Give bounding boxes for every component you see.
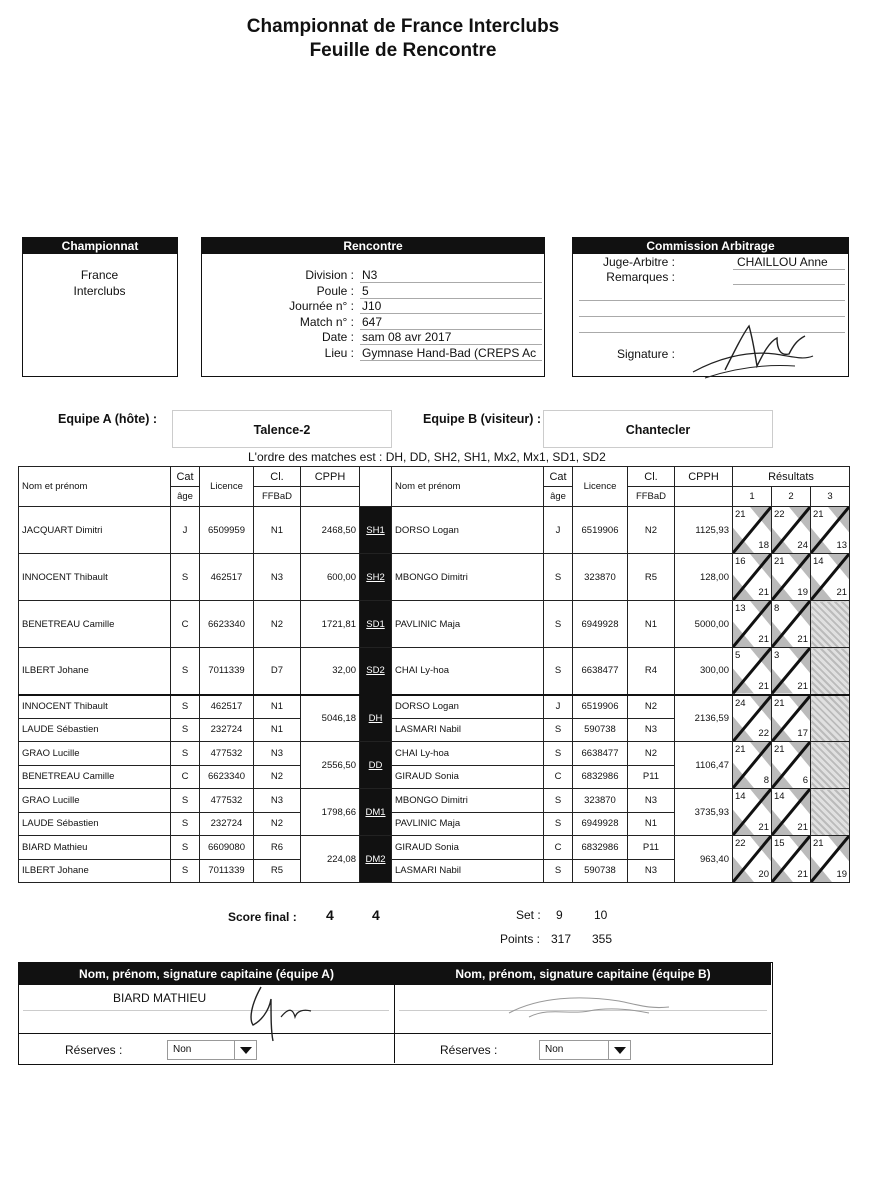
pair-b-cpph: 3735,93 [675, 789, 733, 836]
juge-arbitre-label: Juge-Arbitre : [602, 255, 675, 269]
player-b-name: GIRAUD Sonia [392, 765, 544, 789]
player-a-name: GRAO Lucille [19, 742, 171, 766]
rencontre-value: 5 [362, 283, 369, 298]
player-b-licence: 6832986 [573, 836, 628, 860]
player-b-licence: 323870 [573, 554, 628, 601]
captain-b-signature [499, 987, 699, 1023]
player-a-cat: C [171, 601, 200, 648]
rencontre-value: Gymnase Hand-Bad (CREPS Ac [362, 345, 537, 360]
arbitre-signature [685, 320, 825, 384]
set-score-a: 5 [735, 650, 741, 661]
juge-arbitre-value: CHAILLOU Anne [737, 255, 828, 269]
set-score-cell [733, 507, 772, 554]
set-score-b: 18 [758, 540, 769, 551]
header-cl-a: Cl. [254, 467, 301, 487]
rencontre-value: 647 [362, 314, 383, 329]
match-code: SH1 [360, 507, 392, 554]
set-score-a: 16 [735, 556, 746, 567]
player-b-name: LASMARI Nabil [392, 718, 544, 742]
set-score-a: 15 [774, 838, 785, 849]
player-a-cpph: 2468,50 [301, 507, 360, 554]
player-a-licence: 6509959 [200, 507, 254, 554]
set-b: 10 [594, 908, 608, 922]
player-a-name: BENETREAU Camille [19, 765, 171, 789]
match-code: DM1 [360, 789, 392, 836]
set-score-b: 21 [758, 587, 769, 598]
set-score-b: 21 [758, 680, 769, 692]
set-score-cell [811, 695, 850, 742]
table-row [19, 554, 850, 601]
set-score-a: 21 [735, 509, 746, 520]
table-row [19, 789, 850, 813]
match-table [18, 466, 850, 883]
player-b-name: GIRAUD Sonia [392, 836, 544, 860]
set-score-a: 24 [735, 697, 746, 709]
signature-label: Signature : [616, 347, 675, 361]
table-row [19, 648, 850, 695]
remarques-label: Remarques : [606, 270, 675, 284]
player-a-name: ILBERT Johane [19, 859, 171, 883]
player-a-name: BIARD Mathieu [19, 836, 171, 860]
reserves-a-value: Non [173, 1044, 192, 1055]
player-b-cl: P11 [628, 765, 675, 789]
player-b-licence: 6519906 [573, 695, 628, 719]
header-ffbad-b: FFBaD [628, 487, 675, 507]
team-a-label: Equipe A (hôte) : [58, 412, 158, 426]
set-a: 9 [556, 908, 563, 922]
pair-b-cpph: 1106,47 [675, 742, 733, 789]
set-label: Set : [516, 908, 541, 922]
player-b-cat: J [544, 507, 573, 554]
championnat-line2: Interclubs [73, 284, 126, 298]
header-set-3: 3 [811, 487, 850, 507]
rencontre-value: sam 08 avr 2017 [362, 330, 452, 344]
player-b-cl: N3 [628, 718, 675, 742]
match-code: DD [360, 742, 392, 789]
player-b-name: LASMARI Nabil [392, 859, 544, 883]
set-score-cell [811, 742, 850, 789]
reserves-b-value: Non [545, 1044, 564, 1055]
set-score-b: 22 [758, 728, 769, 739]
header-licence-b: Licence [573, 467, 628, 507]
header-code [360, 467, 392, 507]
header-licence-a: Licence [200, 467, 254, 507]
set-score-cell [772, 601, 811, 648]
header-set-1: 1 [733, 487, 772, 507]
player-a-cl: D7 [254, 648, 301, 695]
player-b-cat: S [544, 789, 573, 813]
player-b-licence: 590738 [573, 859, 628, 883]
player-a-cpph: 600,00 [301, 554, 360, 601]
player-b-licence: 6638477 [573, 648, 628, 695]
set-score-a: 21 [774, 697, 785, 709]
captain-a-signature [241, 981, 331, 1045]
header-set-2: 2 [772, 487, 811, 507]
header-cat-a: Cat [171, 467, 200, 487]
player-a-name: INNOCENT Thibault [19, 554, 171, 601]
points-label: Points : [500, 932, 541, 946]
set-score-b: 21 [797, 680, 808, 692]
set-score-b: 24 [797, 540, 808, 551]
player-b-licence: 6638477 [573, 742, 628, 766]
player-b-licence: 6832986 [573, 765, 628, 789]
player-b-licence: 6519906 [573, 507, 628, 554]
rencontre-label: Match n° : [299, 314, 354, 329]
team-b-name: Chantecler [543, 410, 773, 448]
player-b-cl: R4 [628, 648, 675, 695]
set-score-b: 17 [797, 728, 808, 739]
score-final-a: 4 [326, 907, 334, 923]
set-score-a: 21 [774, 744, 785, 755]
set-score-cell [811, 554, 850, 601]
set-score-b: 19 [797, 587, 808, 598]
set-score-cell [811, 601, 850, 648]
chevron-down-icon [234, 1041, 256, 1059]
header-resultats: Résultats [733, 467, 850, 487]
set-score-cell [733, 554, 772, 601]
player-a-cl: N3 [254, 789, 301, 813]
player-b-name: MBONGO Dimitri [392, 554, 544, 601]
header-ffbad-a: FFBaD [254, 487, 301, 507]
player-b-cat: S [544, 812, 573, 836]
player-a-cl: N3 [254, 554, 301, 601]
player-b-cat: S [544, 742, 573, 766]
player-b-cl: R5 [628, 554, 675, 601]
player-a-cat: S [171, 718, 200, 742]
player-b-licence: 323870 [573, 789, 628, 813]
pair-a-cpph: 224,08 [301, 836, 360, 883]
player-b-cl: N3 [628, 859, 675, 883]
player-b-cat: S [544, 859, 573, 883]
table-row [19, 695, 850, 719]
set-score-cell [772, 554, 811, 601]
player-a-licence: 232724 [200, 718, 254, 742]
set-score-a: 14 [774, 791, 785, 802]
championnat-box [22, 237, 178, 377]
header-cat-b: Cat [544, 467, 573, 487]
set-score-a: 14 [813, 556, 824, 567]
score-final-label: Score final : [228, 910, 297, 924]
set-score-cell [733, 601, 772, 648]
set-score-cell [772, 695, 811, 742]
reserves-b-label: Réserves : [440, 1043, 498, 1057]
match-code: SD2 [360, 648, 392, 695]
player-b-cl: P11 [628, 836, 675, 860]
commission-title: Commission Arbitrage [573, 238, 848, 254]
player-b-name: MBONGO Dimitri [392, 789, 544, 813]
match-order: L'ordre des matches est : DH, DD, SH2, SH1, Mx2, Mx1, SD1, SD2 [248, 450, 606, 464]
player-b-cpph: 1125,93 [675, 507, 733, 554]
captain-a-title: Nom, prénom, signature capitaine (équipe A) [19, 963, 394, 985]
set-score-b: 8 [763, 775, 769, 786]
player-b-cat: J [544, 695, 573, 719]
team-a-name: Talence-2 [172, 410, 392, 448]
set-score-a: 8 [774, 603, 780, 614]
set-score-a: 14 [735, 791, 746, 802]
player-b-cl: N3 [628, 789, 675, 813]
set-score-cell [733, 742, 772, 789]
player-b-cl: N1 [628, 601, 675, 648]
player-b-cat: C [544, 765, 573, 789]
player-b-name: CHAI Ly-hoa [392, 742, 544, 766]
header-cpph-a-blank [301, 487, 360, 507]
commission-box [572, 237, 849, 377]
player-a-cl: N3 [254, 742, 301, 766]
set-score-b: 21 [797, 822, 808, 833]
header-cpph-b-blank [675, 487, 733, 507]
player-a-cat: S [171, 648, 200, 695]
rencontre-title: Rencontre [202, 238, 544, 254]
pair-a-cpph: 1798,66 [301, 789, 360, 836]
player-a-licence: 232724 [200, 812, 254, 836]
player-a-name: GRAO Lucille [19, 789, 171, 813]
championnat-title: Championnat [23, 238, 177, 254]
points-b: 355 [592, 932, 613, 946]
player-a-licence: 6623340 [200, 765, 254, 789]
set-score-cell [733, 836, 772, 883]
set-score-b: 21 [758, 822, 769, 833]
player-a-licence: 7011339 [200, 859, 254, 883]
player-b-name: DORSO Logan [392, 507, 544, 554]
player-a-name: BENETREAU Camille [19, 601, 171, 648]
set-score-a: 22 [735, 838, 746, 849]
set-score-cell [772, 742, 811, 789]
player-b-cpph: 5000,00 [675, 601, 733, 648]
reserves-b-select[interactable] [539, 1040, 631, 1060]
player-b-cl: N2 [628, 507, 675, 554]
set-score-a: 21 [813, 838, 824, 849]
rencontre-label: Poule : [316, 283, 354, 298]
table-row [19, 742, 850, 766]
rencontre-box [201, 237, 545, 377]
player-a-cpph: 1721,81 [301, 601, 360, 648]
player-b-licence: 6949928 [573, 812, 628, 836]
table-row [19, 507, 850, 554]
captain-a-name: BIARD MATHIEU [113, 991, 207, 1005]
captain-b-title: Nom, prénom, signature capitaine (équipe B) [395, 963, 771, 985]
header-cpph-b: CPPH [675, 467, 733, 487]
player-b-cl: N2 [628, 695, 675, 719]
set-score-a: 22 [774, 509, 785, 520]
set-score-a: 21 [774, 556, 785, 567]
score-final-b: 4 [372, 907, 380, 923]
player-b-cpph: 300,00 [675, 648, 733, 695]
set-score-a: 21 [735, 744, 746, 755]
header-age-b: âge [544, 487, 573, 507]
team-b-label: Equipe B (visiteur) : [423, 412, 542, 426]
player-a-name: INNOCENT Thibault [19, 695, 171, 719]
set-score-cell [772, 648, 811, 695]
player-a-cat: C [171, 765, 200, 789]
set-score-cell [733, 789, 772, 836]
set-score-a: 21 [813, 509, 824, 520]
chevron-down-icon [608, 1041, 630, 1059]
player-a-name: LAUDE Sébastien [19, 718, 171, 742]
set-score-b: 6 [802, 775, 808, 786]
match-code: SD1 [360, 601, 392, 648]
player-a-cl: N2 [254, 812, 301, 836]
player-a-cl: N1 [254, 718, 301, 742]
set-score-cell [733, 648, 772, 695]
page-title: Championnat de France Interclubs [246, 16, 560, 37]
table-row [19, 836, 850, 860]
player-a-cl: N2 [254, 765, 301, 789]
set-score-a: 13 [735, 603, 746, 614]
set-score-cell [772, 789, 811, 836]
championnat-line1: France [80, 268, 119, 282]
pair-a-cpph: 5046,18 [301, 695, 360, 742]
reserves-a-label: Réserves : [65, 1043, 123, 1057]
set-score-cell [733, 695, 772, 742]
set-score-b: 19 [836, 869, 848, 880]
points-a: 317 [551, 932, 572, 946]
player-a-cat: S [171, 742, 200, 766]
table-row [19, 601, 850, 648]
player-a-cl: N1 [254, 507, 301, 554]
rencontre-label: Date : [321, 330, 354, 344]
reserves-a-select[interactable] [167, 1040, 257, 1060]
set-score-cell [811, 836, 850, 883]
player-b-cat: S [544, 554, 573, 601]
set-score-cell [811, 507, 850, 554]
player-a-licence: 6623340 [200, 601, 254, 648]
set-score-b: 21 [758, 634, 769, 645]
page-subtitle: Feuille de Rencontre [309, 40, 497, 61]
header-cl-b: Cl. [628, 467, 675, 487]
player-a-licence: 7011339 [200, 648, 254, 695]
header-nom-a: Nom et prénom [19, 467, 171, 507]
player-a-name: LAUDE Sébastien [19, 812, 171, 836]
player-a-cat: S [171, 554, 200, 601]
player-a-licence: 462517 [200, 695, 254, 719]
set-score-b: 13 [836, 540, 848, 551]
player-a-cl: N1 [254, 695, 301, 719]
player-a-name: JACQUART Dimitri [19, 507, 171, 554]
player-a-cl: R5 [254, 859, 301, 883]
match-code: DH [360, 695, 392, 742]
player-b-licence: 590738 [573, 718, 628, 742]
rencontre-label: Journée n° : [289, 299, 354, 313]
player-a-licence: 462517 [200, 554, 254, 601]
player-b-licence: 6949928 [573, 601, 628, 648]
player-b-name: PAVLINIC Maja [392, 601, 544, 648]
player-b-name: CHAI Ly-hoa [392, 648, 544, 695]
set-score-b: 21 [797, 869, 808, 880]
player-b-cl: N1 [628, 812, 675, 836]
set-score-b: 20 [758, 869, 769, 880]
header-age-a: âge [171, 487, 200, 507]
rencontre-value: N3 [362, 268, 378, 282]
player-b-cat: S [544, 601, 573, 648]
player-a-licence: 477532 [200, 742, 254, 766]
player-a-licence: 477532 [200, 789, 254, 813]
set-score-cell [811, 789, 850, 836]
match-code: SH2 [360, 554, 392, 601]
pair-a-cpph: 2556,50 [301, 742, 360, 789]
player-a-cat: S [171, 812, 200, 836]
player-b-cat: C [544, 836, 573, 860]
player-b-name: DORSO Logan [392, 695, 544, 719]
player-a-cat: S [171, 789, 200, 813]
player-a-cl: R6 [254, 836, 301, 860]
player-a-cl: N2 [254, 601, 301, 648]
pair-b-cpph: 963,40 [675, 836, 733, 883]
player-a-cpph: 32,00 [301, 648, 360, 695]
rencontre-value: J10 [362, 299, 382, 313]
pair-b-cpph: 2136,59 [675, 695, 733, 742]
rencontre-label: Division : [305, 268, 354, 282]
header-cpph-a: CPPH [301, 467, 360, 487]
player-a-cat: J [171, 507, 200, 554]
player-a-cat: S [171, 836, 200, 860]
player-a-cat: S [171, 859, 200, 883]
set-score-cell [811, 648, 850, 695]
player-b-name: PAVLINIC Maja [392, 812, 544, 836]
player-b-cl: N2 [628, 742, 675, 766]
player-a-name: ILBERT Johane [19, 648, 171, 695]
player-b-cpph: 128,00 [675, 554, 733, 601]
set-score-cell [772, 507, 811, 554]
set-score-b: 21 [797, 634, 808, 645]
header-nom-b: Nom et prénom [392, 467, 544, 507]
set-score-a: 3 [774, 650, 780, 661]
player-a-licence: 6609080 [200, 836, 254, 860]
set-score-b: 21 [836, 587, 848, 598]
player-a-cat: S [171, 695, 200, 719]
match-code: DM2 [360, 836, 392, 883]
player-b-cat: S [544, 718, 573, 742]
set-score-cell [772, 836, 811, 883]
captains-box [18, 962, 773, 1065]
player-b-cat: S [544, 648, 573, 695]
rencontre-label: Lieu : [324, 345, 354, 360]
